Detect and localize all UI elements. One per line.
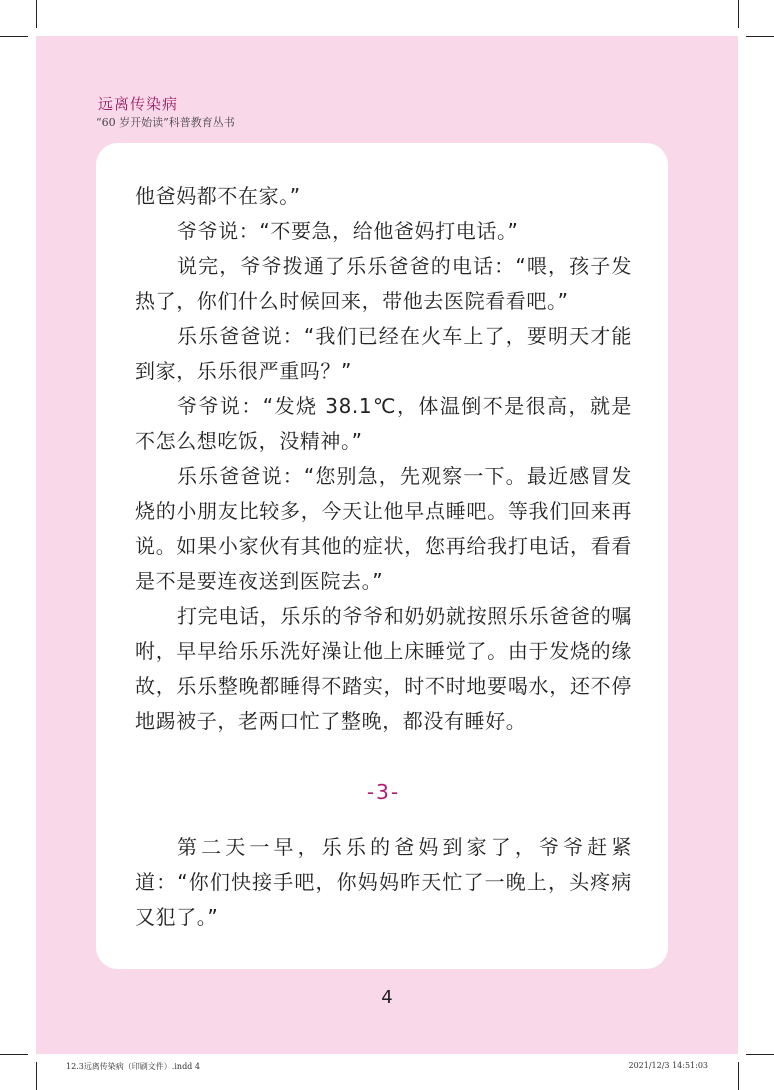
paragraph: 乐乐爸爸说：“您别急，先观察一下。最近感冒发烧的小朋友比较多，今天让他早点睡吧。等我们回来再说。如果小家伙有其他的症状，您再给我打电话，看看是不是要连夜送到医院去。” (135, 464, 632, 593)
print-slug-file: 12.3远离传染病（印刷文件）.indd 4 (66, 1062, 200, 1071)
print-slug-timestamp: 2021/12/3 14:51:03 (628, 1061, 708, 1070)
crop-mark-bottom-left-horizontal (0, 1054, 28, 1055)
book-title: 远离传染病 (98, 95, 179, 113)
crop-mark-bottom-left-vertical (36, 1062, 37, 1090)
series-subtitle: “60 岁开始读”科普教育丛书 (96, 116, 235, 129)
content-card (96, 143, 668, 969)
paragraph: 爷爷说：“不要急，给他爸妈打电话。” (177, 219, 519, 243)
crop-mark-top-left-horizontal (0, 36, 28, 37)
paragraph: 爷爷说：“发烧 38.1℃，体温倒不是很高，就是不怎么想吃饭，没精神。” (135, 394, 632, 453)
crop-mark-top-right-vertical (738, 0, 739, 28)
paragraph: 乐乐爸爸说：“我们已经在火车上了，要明天才能到家，乐乐很严重吗？” (135, 324, 632, 383)
paragraph: 说完，爷爷拨通了乐乐爸爸的电话：“喂，孩子发热了，你们什么时候回来，带他去医院看看吧。” (135, 254, 632, 313)
section-number: -3- (366, 780, 401, 804)
crop-mark-top-left-vertical (36, 0, 37, 28)
page-number: 4 (381, 987, 393, 1008)
paragraph: 第二天一早，乐乐的爸妈到家了，爷爷赶紧道：“你们快接手吧，你妈妈昨天忙了一晚上，头疼病又犯了。” (135, 835, 632, 929)
crop-mark-top-right-horizontal (746, 36, 774, 37)
crop-mark-bottom-right-horizontal (746, 1054, 774, 1055)
crop-mark-bottom-right-vertical (738, 1062, 739, 1090)
paragraph: 打完电话，乐乐的爷爷和奶奶就按照乐乐爸爸的嘱咐，早早给乐乐洗好澡让他上床睡觉了。由于发烧的缘故，乐乐整晚都睡得不踏实，时不时地要喝水，还不停地踢被子，老两口忙了整晚，都没有睡好。 (135, 604, 632, 733)
paragraph: 他爸妈都不在家。” (135, 184, 301, 208)
body-text (135, 179, 632, 935)
